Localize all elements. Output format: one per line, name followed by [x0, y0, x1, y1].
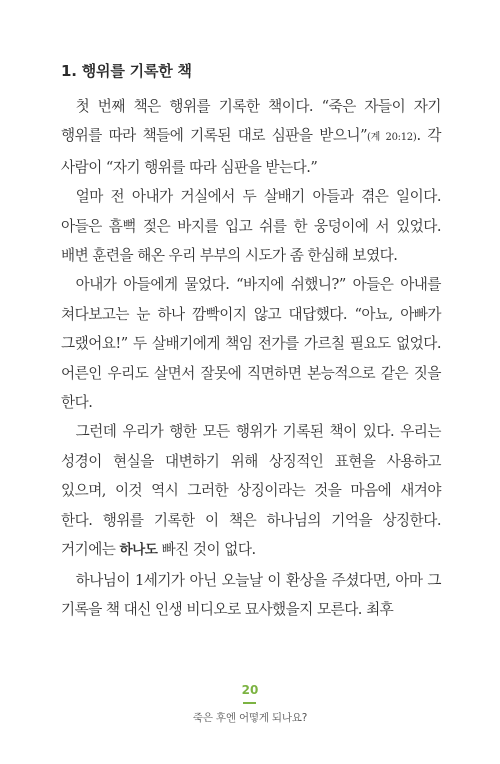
paragraph-5: 하나님이 1세기가 아닌 오늘날 이 환상을 주셨다면, 아마 그 기록을 책 대신 인생 비디오로 묘사했을지 모른다. 최후 — [61, 571, 441, 618]
paragraph-4-text-after: 빠진 것이 없다. — [157, 541, 256, 559]
paragraph-1-text-after: . 각 사람이 “자기 행위를 따라 심판을 받는다.” — [61, 127, 441, 176]
emphasis-text: 하나도 — [119, 542, 158, 559]
paragraph-3: 아내가 아들에게 물었다. “바지에 쉬했니?” 아들은 아내를 쳐다보고는 눈 하나 깜빡이지 않고 대답했다. “아뇨, 아빠가 그랬어요!” 두 살배기에게 책임 전가를 가르칠 필요도 없었다. 어른인 우리도 살면서 잘못에 직면하면 본능적으로 같은 짓을 한다. — [61, 276, 441, 412]
paragraph-4-text-before: 그런데 우리가 행한 모든 행위가 기록된 책이 있다. 우리는 성경이 현실을 대변하기 위해 상징적인 표현을 사용하고 있으며, 이것 역시 그러한 상징이라는 것을 마음에 새겨야 한다. 행위를 기록한 이 책은 하나님의 기억을 상징한다. 거기에는 — [61, 423, 441, 559]
section-heading: 1. 행위를 기록한 책 — [61, 62, 192, 80]
page-body — [61, 58, 441, 624]
page-number-rule — [243, 702, 256, 704]
paragraph-2: 얼마 전 아내가 거실에서 두 살배기 아들과 겪은 일이다. 아들은 흠뻑 젖은 바지를 입고 쉬를 한 웅덩이에 서 있었다. 배변 훈련을 해온 우리 부부의 시도가 좀 한심해 보였다. — [61, 188, 441, 265]
page-number: 20 — [241, 683, 259, 697]
running-footer-title: 죽은 후엔 어떻게 되나요? — [192, 712, 308, 724]
scripture-citation: (계 20:12) — [367, 132, 417, 144]
paragraph-4 — [61, 417, 441, 565]
paragraph-1 — [61, 92, 441, 182]
paragraph-1-text-before: 첫 번째 책은 행위를 기록한 책이다. “죽은 자들이 자기 행위를 따라 책들에 기록된 대로 심판을 받으니” — [61, 98, 441, 145]
